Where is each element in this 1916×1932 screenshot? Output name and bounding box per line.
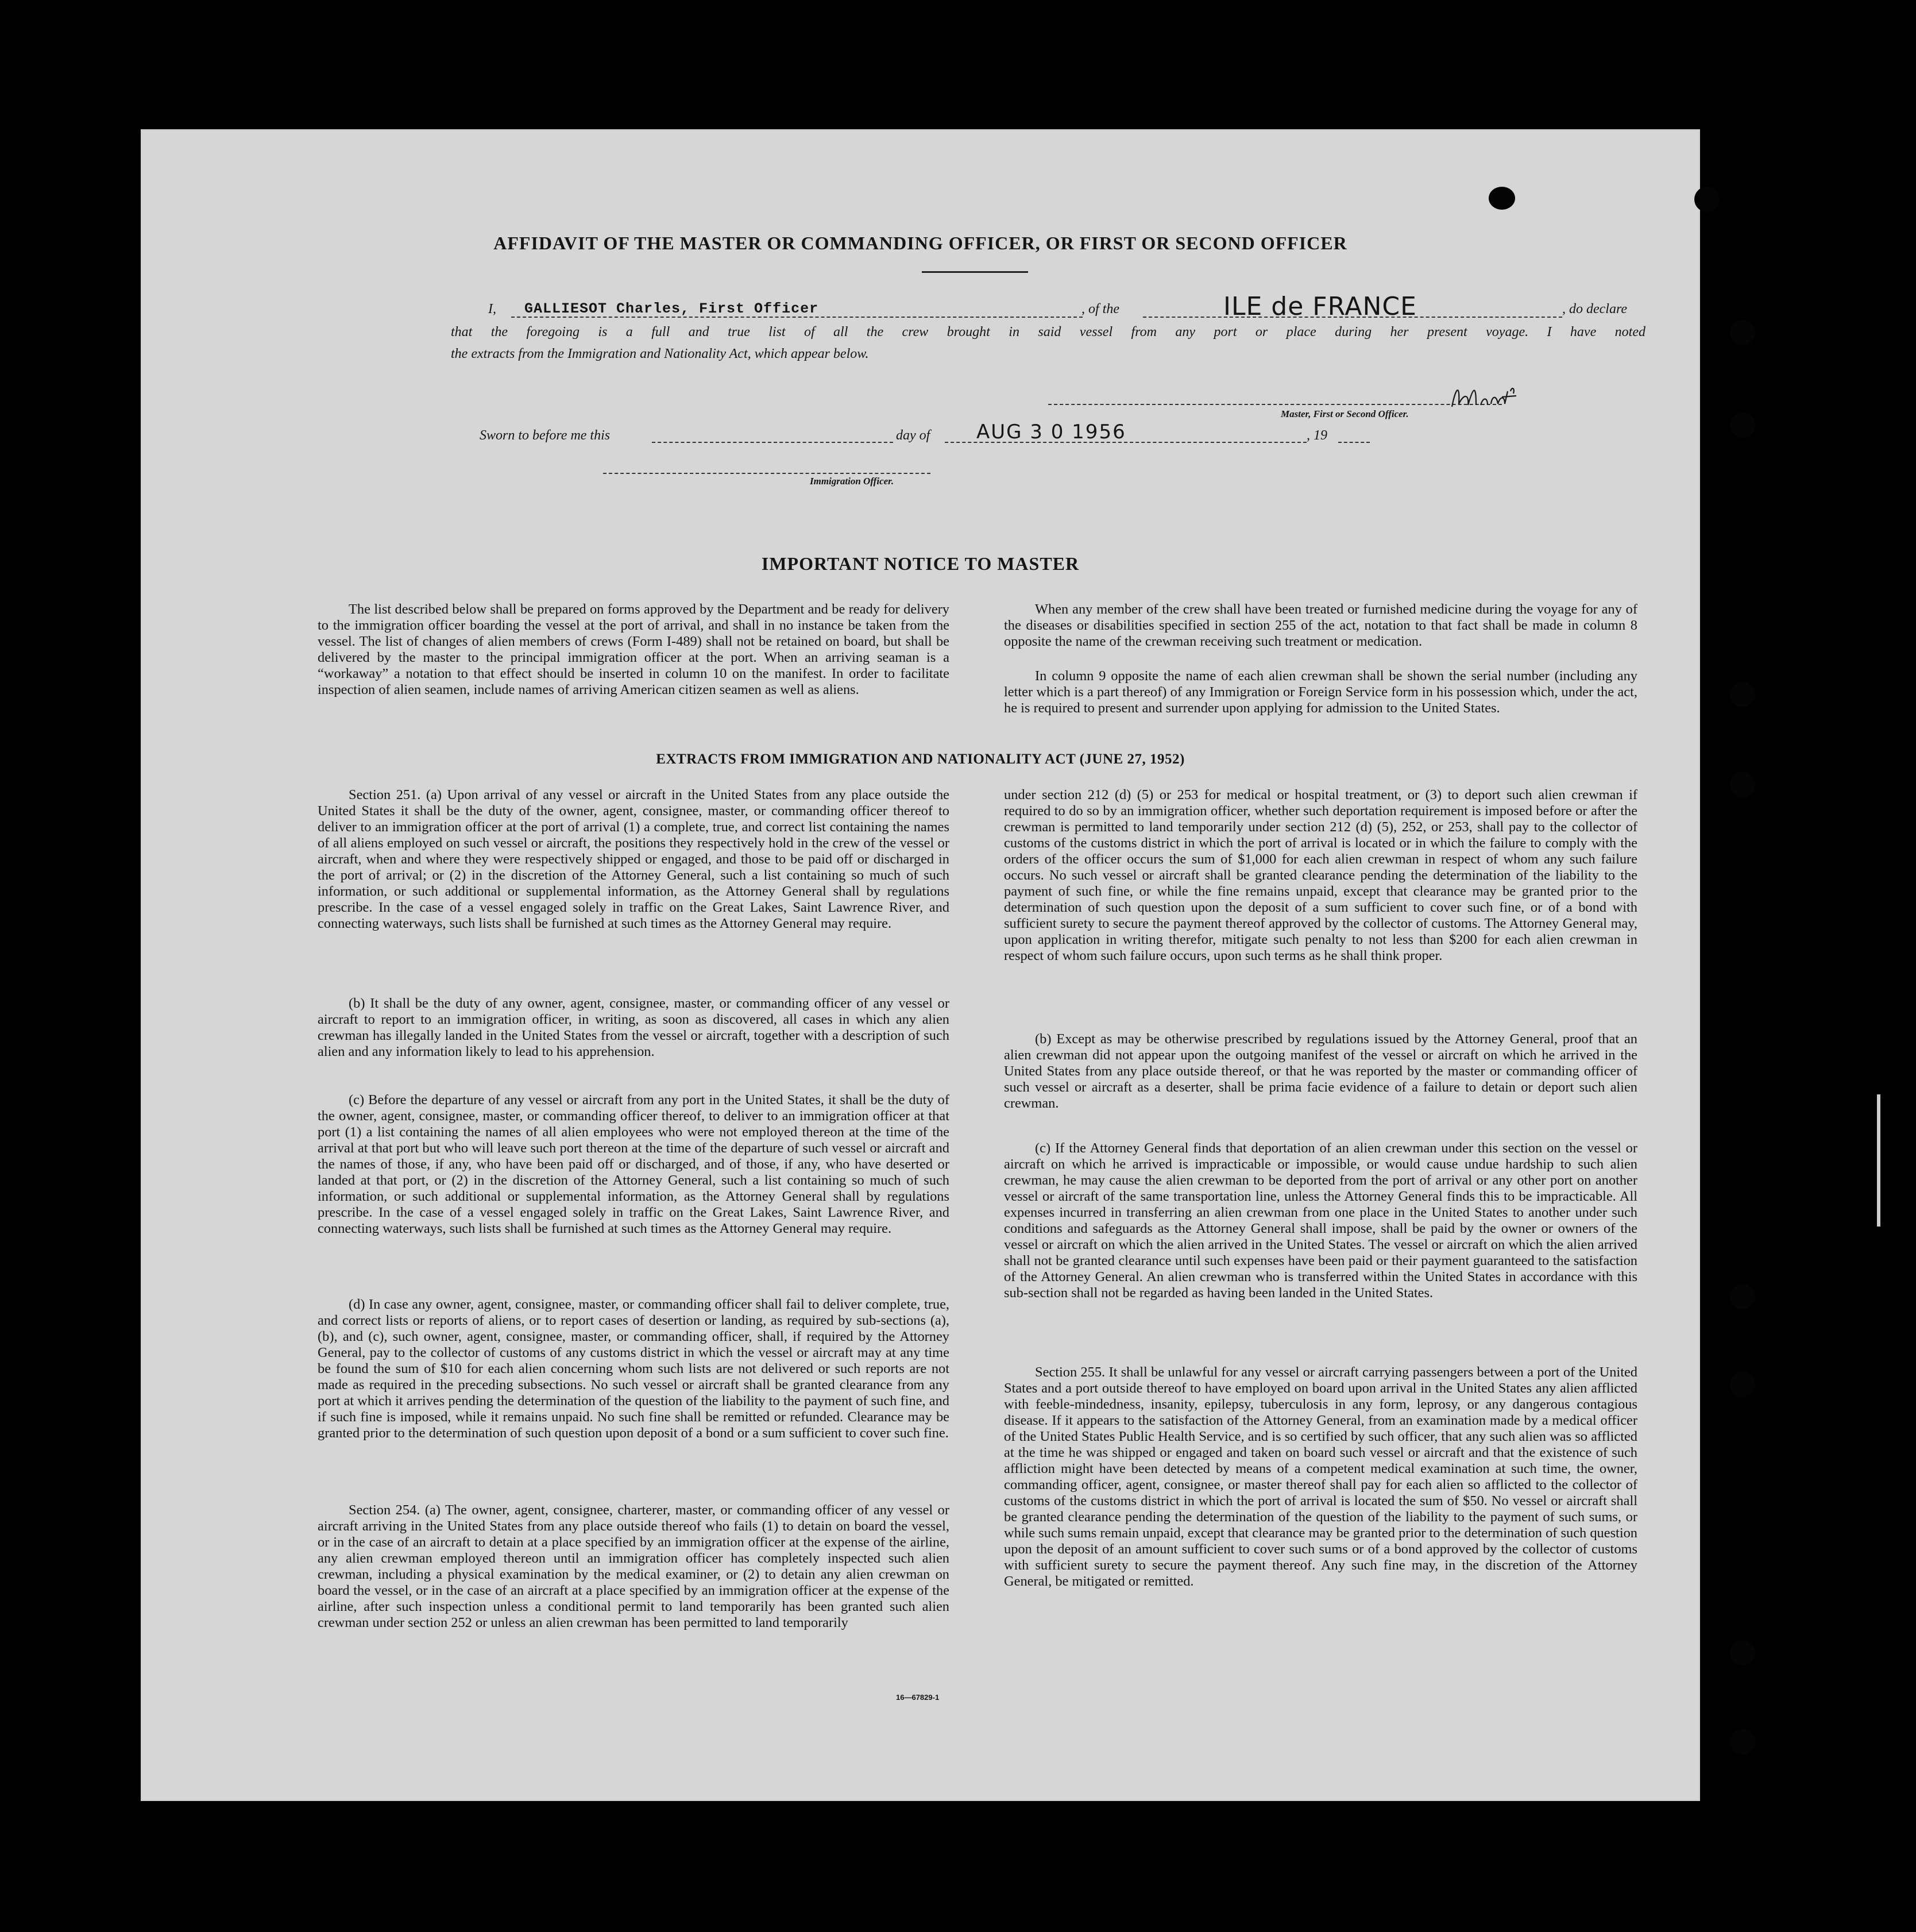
section-251-a: Section 251. (a) Upon arrival of any vessel or aircraft in the United States from any place outside the United States it shall be the duty of the owner, agent, consignee, master, or commanding officer thereof to deliver to an immigration officer at the port of arrival (1) a complete, true, and correct list containing the names of all aliens employed on such vessel or aircraft, the positions they respectively hold in the crew of the vessel or aircraft, when and where they were respectively shipped or engaged, and those to be paid off or discharged in the port of arrival; or (2) in the discretion of the Attorney General, such a list containing so much of such information, or such additional or supplemental information, as the Attorney General shall by regulations prescribe. In the case of a vessel engaged solely in traffic on the Great Lakes, Saint Lawrence River, and connecting waterways, such lists shall be furnished at such times as the Attorney General may require. [318, 787, 949, 931]
year-blank-line [1338, 442, 1370, 443]
punch-hole [1730, 772, 1755, 797]
punch-hole [1730, 1372, 1755, 1397]
officer-signature [1447, 381, 1528, 415]
form-code: 16—67829-1 [896, 1693, 940, 1702]
sworn-label: Sworn to before me this [480, 428, 611, 443]
punch-hole [1730, 1640, 1755, 1665]
section-251-b: (b) It shall be the duty of any owner, agent, consignee, master, or commanding officer of any vessel or aircraft to report to an immigration officer, in writing, as soon as discovered, all cases in which any alien crewman has illegally landed in the United States from the vessel or aircraft, together with a description of such alien and any information likely to lead to his apprehension. [318, 996, 949, 1059]
immigration-officer-label: Immigration Officer. [810, 476, 894, 487]
year-prefix: , 19 [1307, 428, 1327, 443]
notice-right-paragraph-1: When any member of the crew shall have been treated or furnished medicine during the voyage for any of the diseases or disabilities specified in section 255 of the act, notation to that fact shall be made in column 8 opposite the name of the crewman receiving such treatment or medication. [1004, 601, 1637, 649]
section-255: Section 255. It shall be unlawful for any vessel or aircraft carrying passengers between a port of the United States and a port outside thereof to have employed on board upon arrival in the United States any alien afflicted with feeble-mindedness, insanity, epilepsy, tuberculosis in any form, leprosy, or any dangerous contagious disease. If it appears to the satisfaction of the Attorney General, from an examination made by a medical officer of the United States Public Health Service, and is so certified by such officer, that any such alien was so afflicted at the time he was shipped or engaged and taken on board such vessel or aircraft and that the existence of such affliction might have been detected by means of a competent medical examination at such time, the owner, commanding officer, agent, consignee, or master thereof shall pay for each alien so afflicted to the collector of customs of the customs district in which the port of arrival is located the sum of $50. No vessel or aircraft shall be granted clearance pending the determination of the question of the liability to the payment of such sums, or while such sums remain unpaid, except that clearance may be granted prior to the determination of such question upon the deposit of an amount sufficient to cover such sums or of a bond approved by the collector of customs with sufficient surety to secure the payment thereof. Any such fine may, in the discretion of the Attorney General, be mitigated or remitted. [1004, 1364, 1637, 1589]
notice-title: IMPORTANT NOTICE TO MASTER [761, 553, 1080, 574]
punch-hole [1730, 682, 1755, 707]
date-stamp: AUG 3 0 1956 [976, 421, 1126, 444]
title-divider [922, 271, 1028, 273]
document-page [141, 129, 1700, 1801]
notice-right-paragraph-2: In column 9 opposite the name of each alien crewman shall be shown the serial number (including any letter which is a part thereof) of any Immigration or Foreign Service form in his possession which, under the act, he is required to present and surrender upon applying for admission to the United States. [1004, 668, 1637, 716]
officer-name: GALLIESOT Charles, First Officer [524, 300, 819, 317]
of-the-label: , of the [1081, 302, 1119, 317]
page-edge-strip [1877, 1094, 1880, 1227]
declaration-text-1: that the foregoing is a full and true list of all the crew brought in said vessel from any port or place during her present voyage. I have noted [451, 325, 1645, 340]
section-251-c: (c) Before the departure of any vessel or aircraft from any port in the United States, it shall be the duty of the owner, agent, consignee, master, or commanding officer thereof, to deliver to an immigration officer at that port (1) a list containing the names of all alien employees who were not employed thereon at the time of the arrival at that port but who will leave such port thereon at the time of the departure of such vessel or aircraft and the names of those, if any, who have been paid off or discharged, and of those, if any, who have deserted or landed at that port, or (2) in the discretion of the Attorney General, such a list containing so much of such information, or such additional or supplemental information, as the Attorney General shall by regulations prescribe. In the case of a vessel engaged solely in traffic on the Great Lakes, Saint Lawrence River, and connecting waterways, such lists shall be furnished at such times as the Attorney General may require. [318, 1092, 949, 1236]
section-254-a-continued: under section 212 (d) (5) or 253 for medical or hospital treatment, or (3) to deport such alien crewman if required to do so by an immigration officer, whether such deportation requirement is imposed before or after the crewman is permitted to land temporarily under section 212 (d) (5), 252, or 253, shall pay to the collector of customs of the customs district in which the port of arrival is located or in which the failure to comply with the orders of the officer occurs the sum of $1,000 for each alien crewman in respect of whom any such failure occurs. No such vessel or aircraft shall be granted clearance pending the determination of the liability to the payment of such fine, or while the fine remains unpaid, except that clearance may be granted prior to the determination of such question upon the deposit of a sum sufficient to cover such fine, or of a bond with sufficient surety to secure the payment thereof approved by the collector of customs. The Attorney General may, upon application in writing therefor, mitigate such penalty to not less than $200 for each alien crewman in respect of whom such failure occurs, upon such terms as he shall think proper. [1004, 787, 1637, 963]
signature-line [1048, 404, 1502, 405]
extracts-title: EXTRACTS FROM IMMIGRATION AND NATIONALITY ACT (JUNE 27, 1952) [656, 751, 1185, 767]
affidavit-title: AFFIDAVIT OF THE MASTER OR COMMANDING OFFICER, OR FIRST OR SECOND OFFICER [493, 233, 1347, 253]
section-254-a: Section 254. (a) The owner, agent, consignee, charterer, master, or commanding officer of any vessel or aircraft arriving in the United States from any place outside thereof who fails (1) to detain on board the vessel, or in the case of an aircraft to detain at a place specified by an immigration officer at the expense of the airline, any alien crewman employed thereon until an immigration officer has completely inspected such alien crewman, including a physical examination by the medical examiner, or (2) to detain any alien crewman on board the vessel, or in the case of an aircraft at a place specified by an immigration officer at the expense of the airline, after such inspection unless a conditional permit to land temporarily has been granted such alien crewman under section 252 or unless an alien crewman has been permitted to land temporarily [318, 1502, 949, 1630]
punch-hole [1730, 1729, 1755, 1754]
punch-hole [1694, 187, 1720, 212]
punch-hole [1489, 187, 1515, 210]
section-254-b: (b) Except as may be otherwise prescribed by regulations issued by the Attorney General, proof that an alien crewman did not appear upon the outgoing manifest of the vessel or aircraft on which he arrived in the United States from any place outside thereof, or that he was reported by the master or commanding officer of such vessel or aircraft as a deserter, shall be prima facie evidence of a failure to detain or deport such alien crewman. [1004, 1031, 1637, 1111]
notice-left-paragraph: The list described below shall be prepared on forms approved by the Department and be ready for delivery to the immigration officer boarding the vessel at the port of arrival, and shall in no instance be taken from the vessel. The list of changes of alien members of crews (Form I-489) shall not be retained on board, but shall be delivered by the master to the principal immigration officer at the port. When an arriving seaman is a “workaway” a notation to that effect should be inserted in column 10 on the manifest. In order to facilitate inspection of alien seamen, include names of arriving American citizen seamen as well as aliens. [318, 601, 949, 697]
immigration-officer-line [603, 473, 930, 474]
punch-hole [1730, 1284, 1755, 1309]
declaration-text-2: the extracts from the Immigration and Nationality Act, which appear below. [451, 346, 869, 361]
section-251-d: (d) In case any owner, agent, consignee, master, or commanding officer shall fail to deliver complete, true, and correct lists or reports of aliens, or to report cases of desertion or landing, as required by sub-sections (a), (b), and (c), such owner, agent, consignee, master, or commanding officer, shall, if required by the Attorney General, pay to the collector of customs of any customs district in which the vessel or aircraft may at any time be found the sum of $10 for each alien concerning whom such lists are not delivered or such reports are not made as required in the preceding subsections. No such vessel or aircraft shall be granted clearance from any port at which it arrives pending the determination of the question of the liability to the payment of such fine, and if such fine is imposed, while it remains unpaid. No such fine shall be remitted or refunded. Clearance may be granted prior to the determination of such question upon deposit of a bond or a sum sufficient to cover such fine. [318, 1297, 949, 1441]
section-254-c: (c) If the Attorney General finds that deportation of an alien crewman under this section on the vessel or aircraft on which he arrived is impracticable or impossible, or would cause undue hardship to such alien crewman, he may cause the alien crewman to be deported from the port of arrival or any other port on another vessel or aircraft of the same transportation line, unless the Attorney General finds this to be impracticable. All expenses incurred in transferring an alien crewman from one place in the United States to another under such conditions and safeguards as the Attorney General shall impose, shall be paid by the owner or owners of the vessel or aircraft on which the alien arrived in the United States. The vessel or aircraft on which the alien arrived shall not be granted clearance until such expenses have been paid or their payment guaranteed to the satisfaction of the Attorney General. An alien crewman who is transferred within the United States in accordance with this sub-section shall not be regarded as having been landed in the United States. [1004, 1140, 1637, 1301]
punch-hole [1730, 320, 1755, 345]
punch-hole [1730, 412, 1755, 438]
day-of-label: day of [896, 428, 930, 443]
vessel-name: ILE de FRANCE [1223, 292, 1417, 321]
day-blank-line [652, 442, 893, 443]
officer-title-line: Master, First or Second Officer. [1281, 408, 1409, 419]
i-label: I, [488, 302, 496, 317]
do-declare-label: , do declare [1562, 302, 1628, 317]
